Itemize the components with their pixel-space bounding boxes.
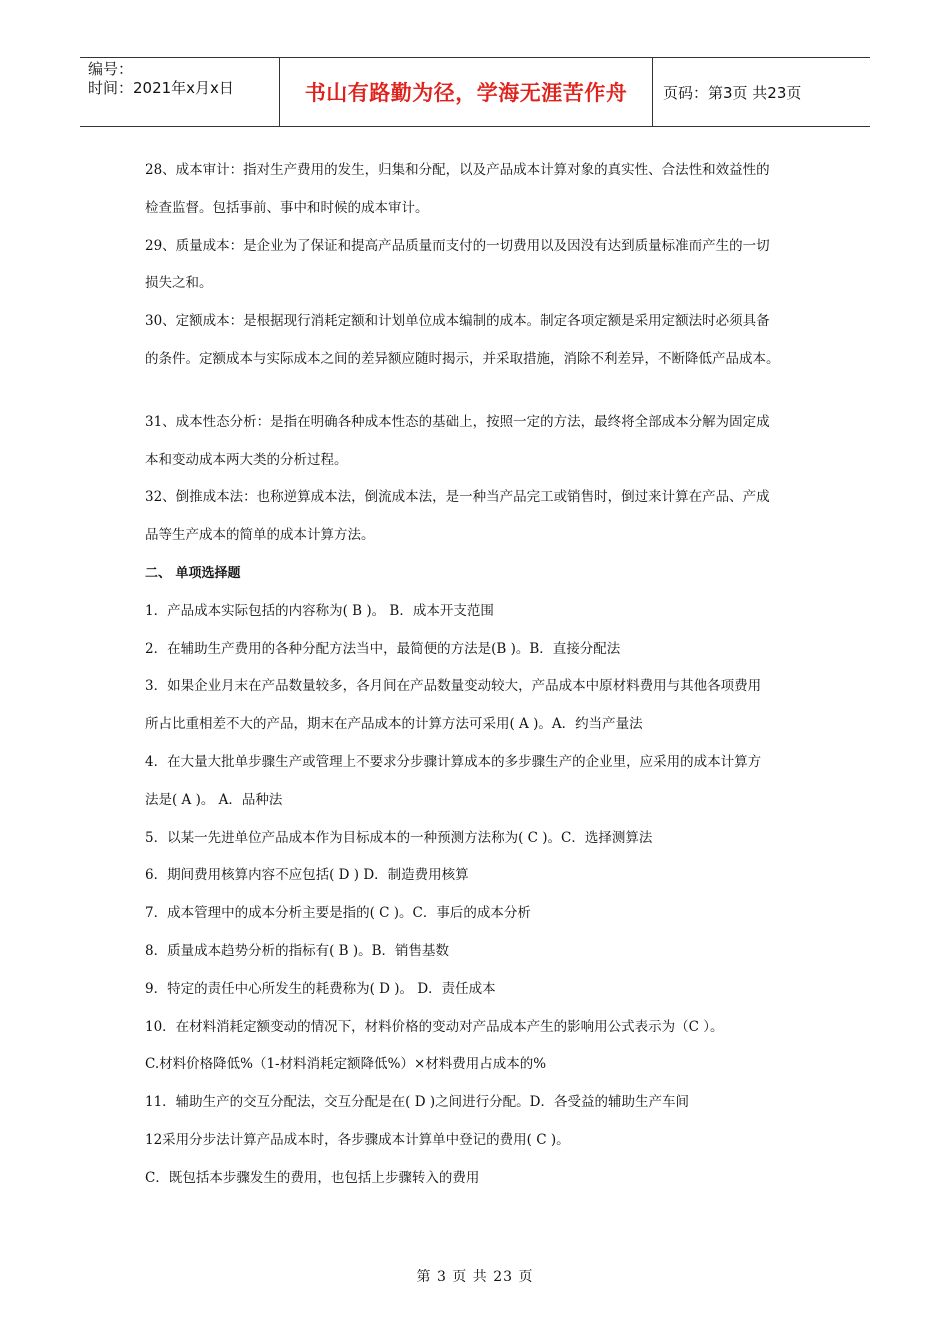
text-line: C.材料价格降低%（1-材料消耗定额降低%）×材料费用占成本的% bbox=[145, 1056, 547, 1073]
text-line: 4．在大量大批单步骤生产或管理上不要求分步骤计算成本的多步骤生产的企业里，应采用的成本计算方 bbox=[145, 753, 762, 770]
serial-label: 编号： bbox=[88, 60, 134, 78]
text-line: 损失之和。 bbox=[145, 275, 213, 292]
time-label: 时间：2021年x月x日 bbox=[88, 79, 234, 97]
text-line: 1．产品成本实际包括的内容称为( B )。 B．成本开支范围 bbox=[145, 602, 494, 619]
text-line: 所占比重相差不大的产品，期末在产品成本的计算方法可采用( A )。A．约当产量法 bbox=[145, 716, 643, 733]
text-line: 9．特定的责任中心所发生的耗费称为( D )。 D．责任成本 bbox=[145, 980, 496, 997]
text-line: 31、成本性态分析：是指在明确各种成本性态的基础上，按照一定的方法，最终将全部成本分解为固定成 bbox=[145, 413, 770, 430]
text-line: 3．如果企业月末在产品数量较多，各月间在产品数量变动较大，产品成本中原材料费用与其他各项费用 bbox=[145, 678, 762, 695]
motto: 书山有路勤为径，学海无涯苦作舟 bbox=[304, 81, 628, 105]
text-line: 法是( A )。 A．品种法 bbox=[145, 791, 283, 808]
header-motto-cell bbox=[280, 58, 653, 126]
text-line: 29、质量成本：是企业为了保证和提高产品质量而支付的一切费用以及因没有达到质量标准而产生的一切 bbox=[145, 237, 770, 254]
text-line: 28、成本审计：指对生产费用的发生，归集和分配，以及产品成本计算对象的真实性、合法性和效益性的 bbox=[145, 162, 770, 178]
text-line: 6．期间费用核算内容不应包括( D ) D．制造费用核算 bbox=[145, 867, 469, 884]
text-line: 检查监督。包括事前、事中和时候的成本审计。 bbox=[145, 199, 429, 216]
spacer bbox=[145, 379, 815, 404]
page-header bbox=[80, 57, 870, 127]
text-line: 30、定额成本：是根据现行消耗定额和计划单位成本编制的成本。制定各项定额是采用定额法时必须具备 bbox=[145, 313, 770, 330]
text-line: 的条件。定额成本与实际成本之间的差异额应随时揭示，并采取措施，消除不利差异，不断降低产品成本。 bbox=[145, 350, 780, 367]
text-line: 品等生产成本的简单的成本计算方法。 bbox=[145, 527, 375, 544]
text-line: 32、倒推成本法：也称逆算成本法，倒流成本法，是一种当产品完工或销售时，倒过来计算在产品、产成 bbox=[145, 489, 770, 506]
text-line: 11．辅助生产的交互分配法，交互分配是在( D )之间进行分配。D．各受益的辅助生产车间 bbox=[145, 1094, 689, 1111]
document-body bbox=[145, 152, 815, 1198]
header-meta bbox=[80, 58, 280, 126]
text-line: 8．质量成本趋势分析的指标有( B )。B．销售基数 bbox=[145, 942, 450, 959]
text-line: 12采用分步法计算产品成本时，各步骤成本计算单中登记的费用( C )。 bbox=[145, 1131, 570, 1148]
text-line: 本和变动成本两大类的分析过程。 bbox=[145, 451, 348, 468]
text-line: 5．以某一先进单位产品成本作为目标成本的一种预测方法称为( C )。C．选择测算法 bbox=[145, 829, 653, 846]
text-line: C．既包括本步骤发生的费用，也包括上步骤转入的费用 bbox=[145, 1169, 480, 1186]
section-heading: 二、 单项选择题 bbox=[145, 565, 241, 581]
text-line: 10．在材料消耗定额变动的情况下，材料价格的变动对产品成本产生的影响用公式表示为（C ）。 bbox=[145, 1018, 724, 1035]
text-line: 2．在辅助生产费用的各种分配方法当中，最简便的方法是(B )。B．直接分配法 bbox=[145, 640, 621, 657]
text-line: 7．成本管理中的成本分析主要是指的( C )。C．事后的成本分析 bbox=[145, 905, 531, 922]
page-footer: 第 3 页 共 23 页 bbox=[416, 1269, 534, 1285]
page-info: 页码：第3页 共23页 bbox=[663, 83, 802, 102]
